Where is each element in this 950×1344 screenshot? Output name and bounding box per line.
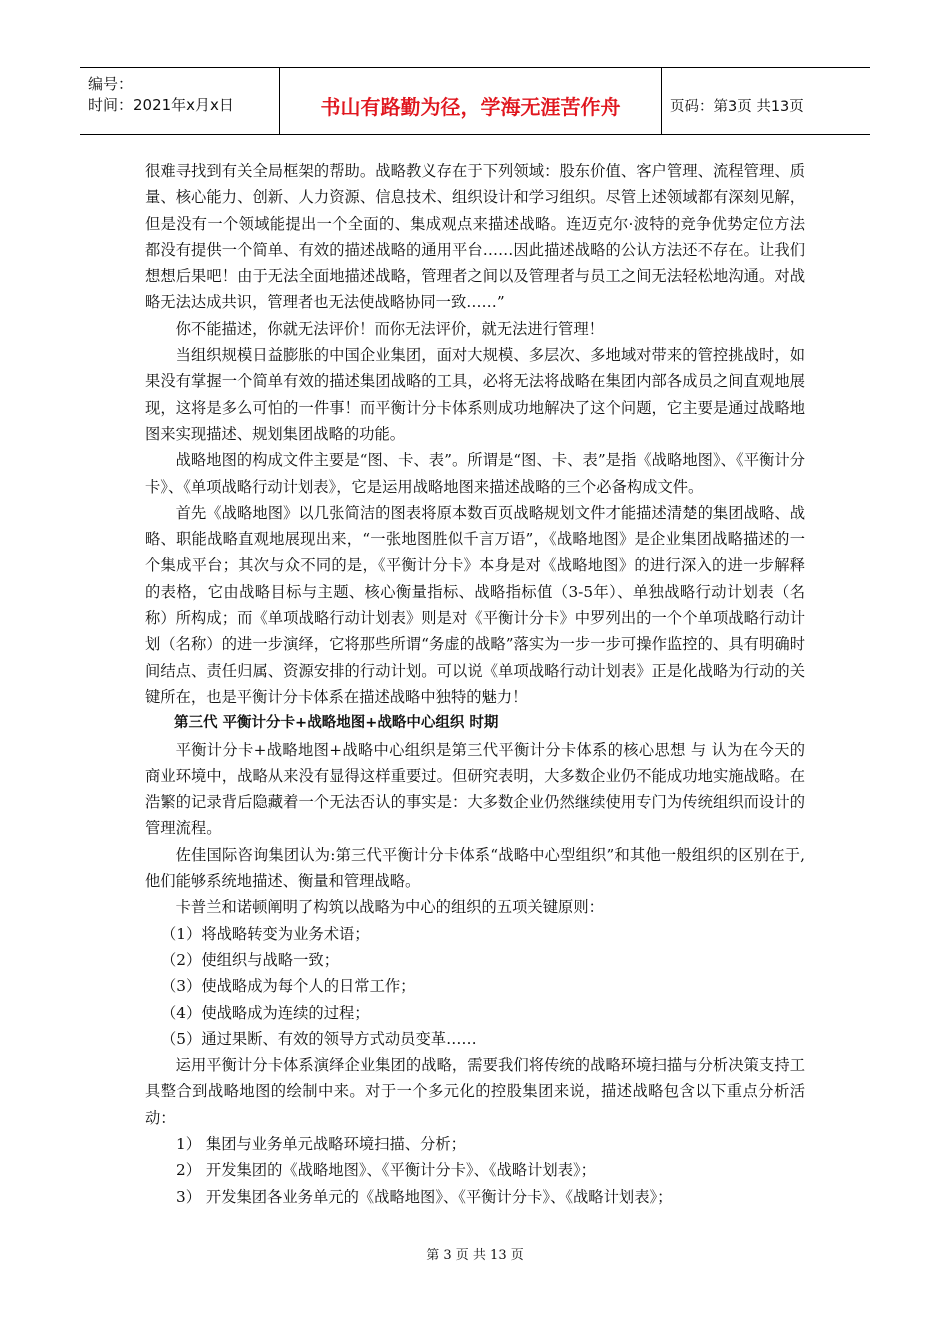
paragraph: 当组织规模日益膨胀的中国企业集团，面对大规模、多层次、多地域对带来的管控挑战时，如果没有掌握一个简单有效的描述集团战略的工具，必将无法将战略在集团内部各成员之间直观地展现，这将是多么可怕的一件事！而平衡计分卡体系则成功地解决了这个问题，它主要是通过战略地图来实现描述、规划集团战略的功能。 (145, 346, 805, 443)
list-item: 3） 开发集团各业务单元的《战略地图》、《平衡计分卡》、《战略计划表》； (176, 1187, 673, 1206)
section-heading: 第三代 平衡计分卡+战略地图+战略中心组织 时期 (174, 715, 499, 732)
page-header (80, 67, 870, 135)
page-footer: 第 3 页 共 13 页 (426, 1248, 524, 1263)
document-time-label: 时间：2021年x月x日 (88, 96, 234, 114)
document-body (145, 158, 805, 1210)
list-item: （4）使战略成为连续的过程； (161, 1003, 370, 1022)
list-item: （2）使组织与战略一致； (161, 950, 339, 969)
header-left-cell (80, 68, 280, 134)
header-motto: 书山有路勤为径，学海无涯苦作舟 (280, 68, 662, 134)
paragraph: 很难寻找到有关全局框架的帮助。战略教义存在于下列领域：股东价值、客户管理、流程管理、质量、核心能力、创新、人力资源、信息技术、组织设计和学习组织。尽管上述领域都有深刻见解，但是没有一个领域能提出一个全面的、集成观点来描述战略。连迈克尔·波特的竞争优势定位方法都没有提供一个简单、有效的描述战略的通用平台……因此描述战略的公认方法还不存在。让我们想想后果吧！由于无法全面地描述战略，管理者之间以及管理者与员工之间无法轻松地沟通。对战略无法达成共识，管理者也无法使战略协同一致……” (145, 162, 805, 312)
paragraph: 平衡计分卡+战略地图+战略中心组织是第三代平衡计分卡体系的核心思想 与 认为在今天的商业环境中，战略从来没有显得这样重要过。但研究表明，大多数企业仍不能成功地实施战略。在浩繁的记录背后隐藏着一个无法否认的事实是：大多数企业仍然继续使用专门为传统组织而设计的管理流程。 (145, 740, 805, 838)
paragraph: 战略地图的构成文件主要是“图、卡、表”。所谓是“图、卡、表”是指《战略地图》、《平衡计分卡》、《单项战略行动计划表》，它是运用战略地图来描述战略的三个必备构成文件。 (145, 451, 805, 496)
list-item: 1） 集团与业务单元战略环境扫描、分析； (176, 1134, 466, 1153)
list-item: （3）使战略成为每个人的日常工作； (161, 977, 416, 996)
paragraph: 你不能描述，你就无法评价！而你无法评价，就无法进行管理！ (175, 319, 604, 338)
paragraph: 首先《战略地图》以几张简洁的图表将原本数百页战略规划文件才能描述清楚的集团战略、战略、职能战略直观地展现出来，“一张地图胜似千言万语”，《战略地图》是企业集团战略描述的一个集成平台；其次与众不同的是，《平衡计分卡》本身是对《战略地图》的进行深入的进一步解释的表格，它由战略目标与主题、核心衡量指标、战略指标值（3-5年）、单独战略行动计划表（名称）所构成；而《单项战略行动计划表》则是对《平衡计分卡》中罗列出的一个个单项战略行动计划（名称）的进一步演绎，它将那些所谓“务虚的战略”落实为一步一步可操作监控的、具有明确时间结点、责任归属、资源安排的行动计划。可以说《单项战略行动计划表》正是化战略为行动的关键所在，也是平衡计分卡体系在描述战略中独特的魅力！ (145, 503, 805, 706)
document-number-label: 编号： (88, 75, 134, 93)
list-item: （1）将战略转变为业务术语； (161, 924, 370, 943)
paragraph: 卡普兰和诺顿阐明了构筑以战略为中心的组织的五项关键原则： (175, 898, 604, 917)
paragraph: 运用平衡计分卡体系演绎企业集团的战略，需要我们将传统的战略环境扫描与分析决策支持工具整合到战略地图的绘制中来。对于一个多元化的控股集团来说，描述战略包含以下重点分析活动： (145, 1056, 805, 1127)
paragraph: 佐佳国际咨询集团认为:第三代平衡计分卡体系“战略中心型组织”和其他一般组织的区别在于,他们能够系统地描述、衡量和管理战略。 (145, 845, 805, 891)
header-page-info: 页码：第3页 共13页 (670, 98, 804, 115)
list-item: 2） 开发集团的《战略地图》、《平衡计分卡》、《战略计划表》； (176, 1161, 596, 1180)
list-item: （5）通过果断、有效的领导方式动员变革…… (161, 1029, 477, 1048)
